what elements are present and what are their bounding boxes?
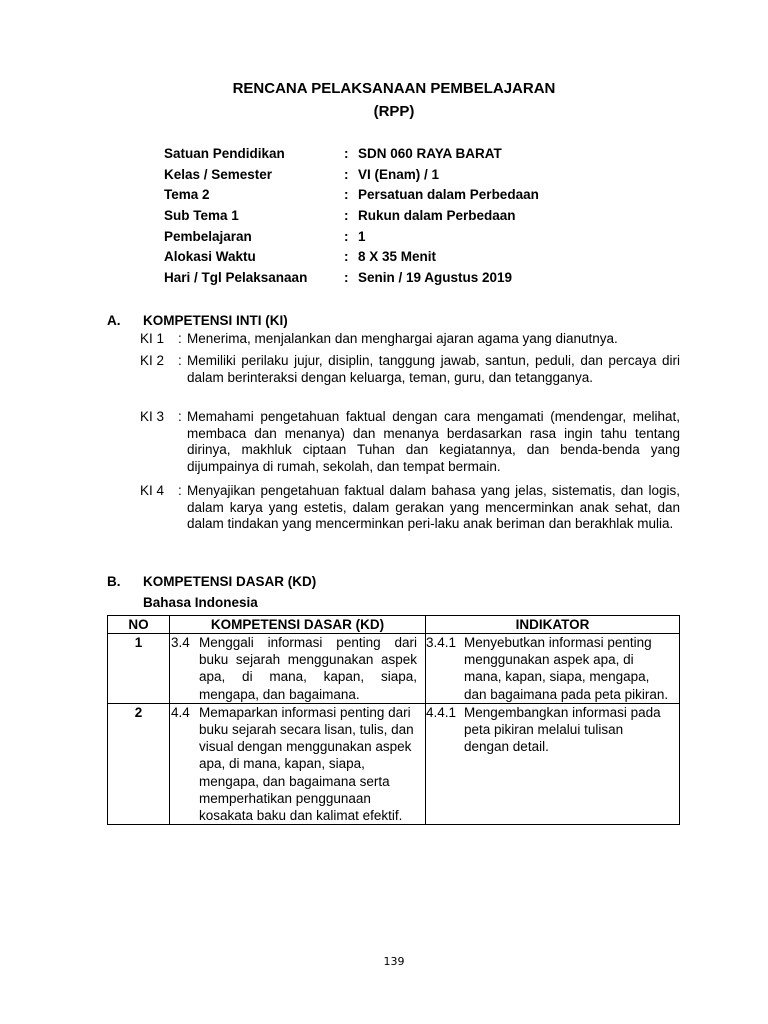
identity-label: Kelas / Semester: [164, 166, 273, 182]
indikator-item: [426, 704, 679, 756]
section-letter: B.: [107, 574, 121, 589]
indikator-number: 3.4.1: [426, 635, 457, 650]
ki-text: Menerima, menjalankan dan menghargai ajaran agama yang dianutnya.: [187, 331, 618, 346]
identity-label: Alokasi Waktu: [164, 249, 256, 265]
indikator-item: [426, 634, 679, 703]
ki-code: KI 1: [140, 331, 165, 346]
identity-value: SDN 060 RAYA BARAT: [358, 146, 502, 161]
ki-code: KI 4: [140, 483, 165, 498]
header-indikator: INDIKATOR: [426, 616, 680, 634]
ki-colon: :: [178, 353, 182, 368]
identity-label: Tema 2: [164, 187, 210, 203]
kd-item: [171, 634, 425, 703]
kd-cell: [170, 634, 426, 704]
ki-item: [140, 483, 680, 533]
identity-colon: :: [344, 249, 349, 265]
section-title: KOMPETENSI INTI (KI): [143, 313, 288, 328]
ki-item: [140, 353, 680, 386]
kd-text: Menggali informasi penting dari buku sejarah menggunakan aspek apa, di mana, kapan, siapa, mengapa, dan bagaimana.: [199, 635, 417, 702]
identity-colon: :: [344, 270, 349, 286]
identity-label: Sub Tema 1: [164, 208, 239, 224]
identity-label: Hari / Tgl Pelaksanaan: [164, 270, 308, 286]
identity-value: Rukun dalam Perbedaan: [358, 208, 516, 224]
identity-colon: :: [344, 146, 349, 161]
kd-text: Memaparkan informasi penting dari buku sejarah secara lisan, tulis, dan visual dengan menggunakan aspek apa, di mana, kapan, siapa, mengapa, dan bagaimana serta memperhatikan penggunaan kosakata baku dan kalimat efektif.: [199, 704, 414, 824]
identity-label: Satuan Pendidikan: [164, 146, 285, 161]
page-number: 139: [383, 955, 405, 968]
document-subtitle: (RPP): [373, 103, 415, 120]
identity-colon: :: [344, 187, 349, 203]
identity-row: [164, 208, 684, 229]
ki-text: Menyajikan pengetahuan faktual dalam bahasa yang jelas, sistematis, dan logis, dalam karya yang estetis, dalam gerakan yang mencerminkan anak sehat, dan dalam tindakan yang mencerminkan peri-laku anak beriman dan berakhlak mulia.: [187, 483, 680, 532]
identity-row: [164, 146, 684, 167]
kd-table: [107, 615, 680, 825]
identity-row: [164, 167, 684, 188]
ki-item: [140, 409, 680, 475]
identity-row: [164, 270, 684, 291]
identity-value: Senin / 19 Agustus 2019: [358, 270, 513, 286]
identity-row: [164, 249, 684, 270]
ki-text: Memahami pengetahuan faktual dengan cara mengamati (mendengar, melihat, membaca dan menanya) dan menanya berdasarkan rasa ingin tahu tentang dirinya, makhluk ciptaan Tuhan dan kegiatannya, dan benda-benda yang dijumpainya di rumah, sekolah, dan tempat bermain.: [187, 409, 680, 474]
indikator-text: Menyebutkan informasi penting menggunakan aspek apa, di mana, kapan, siapa, mengapa, dan bagaimana pada peta pikiran.: [464, 635, 669, 702]
document-title: RENCANA PELAKSANAAN PEMBELAJARAN: [232, 80, 556, 97]
header-kd: KOMPETENSI DASAR (KD): [170, 616, 426, 634]
kd-number: 3.4: [171, 635, 190, 650]
section-letter: A.: [107, 313, 121, 328]
ki-colon: :: [178, 331, 182, 346]
identity-block: [164, 146, 684, 291]
kd-cell: [170, 703, 426, 824]
identity-value: Persatuan dalam Perbedaan: [358, 187, 539, 203]
identity-colon: :: [344, 228, 349, 244]
indikator-text: Mengembangkan informasi pada peta pikiran melalui tulisan dengan detail.: [464, 704, 661, 755]
row-number: 2: [108, 703, 170, 824]
section-title: KOMPETENSI DASAR (KD): [143, 574, 317, 589]
identity-label: Pembelajaran: [164, 228, 252, 244]
indikator-cell: [426, 703, 680, 824]
ki-code: KI 3: [140, 409, 165, 424]
identity-colon: :: [344, 208, 349, 224]
header-no: NO: [108, 616, 170, 634]
identity-row: [164, 229, 684, 250]
identity-value: VI (Enam) / 1: [358, 166, 440, 182]
ki-colon: :: [178, 409, 182, 424]
kd-number: 4.4: [171, 704, 190, 720]
row-number: 1: [108, 634, 170, 704]
identity-colon: :: [344, 166, 349, 182]
ki-item: [140, 331, 680, 348]
ki-text: Memiliki perilaku jujur, disiplin, tanggung jawab, santun, peduli, dan percaya diri dalam berinteraksi dengan keluarga, teman, guru, dan tetangganya.: [187, 353, 680, 385]
table-row: [108, 634, 680, 704]
identity-value: 1: [358, 228, 366, 244]
ki-code: KI 2: [140, 353, 165, 368]
identity-value: 8 X 35 Menit: [358, 249, 437, 265]
table-header-row: [108, 616, 680, 634]
ki-colon: :: [178, 483, 182, 498]
identity-row: [164, 187, 684, 208]
indikator-cell: [426, 634, 680, 704]
subject-heading: Bahasa Indonesia: [143, 595, 258, 610]
indikator-number: 4.4.1: [426, 704, 457, 720]
table-row: [108, 703, 680, 824]
kd-item: [171, 704, 425, 824]
